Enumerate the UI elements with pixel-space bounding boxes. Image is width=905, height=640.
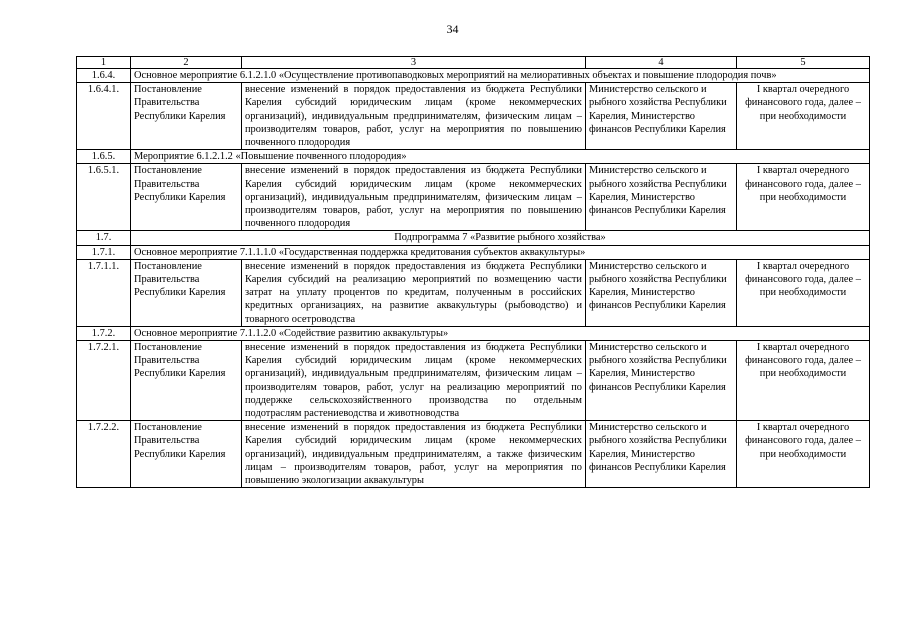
row-number: 1.6.4.1. [77,83,131,150]
header-cell: 4 [586,57,737,69]
header-cell: 1 [77,57,131,69]
deadline: I квартал очередного финансового года, далее – при необходимости [737,421,870,488]
row-number: 1.7.1.1. [77,259,131,326]
row-number: 1.7.2.1. [77,341,131,421]
responsible-executors: Министерство сельского и рыбного хозяйства Республики Карелия, Министерство финансов Республики Карелия [586,164,737,231]
section-row [77,150,870,164]
section-title: Мероприятие 6.1.2.1.2 «Повышение почвенного плодородия» [131,150,870,164]
measure-description: внесение изменений в порядок предоставления из бюджета Республики Карелия субсидий юридическим лицам (кроме некоммерческих организаций), индивидуальным предпринимателям, физическим лицам – производителям товаров, работ, услуг на мероприятия по повышению почвенного плодородия [242,164,586,231]
section-row [77,69,870,83]
responsible-executors: Министерство сельского и рыбного хозяйства Республики Карелия, Министерство финансов Республики Карелия [586,341,737,421]
responsible-executors: Министерство сельского и рыбного хозяйства Республики Карелия, Министерство финансов Республики Карелия [586,83,737,150]
table-row [77,421,870,488]
section-title: Основное мероприятие 7.1.1.2.0 «Содействие развитию аквакультуры» [131,326,870,340]
document-type: Постановление Правительства Республики Карелия [131,341,242,421]
responsible-executors: Министерство сельского и рыбного хозяйства Республики Карелия, Министерство финансов Республики Карелия [586,421,737,488]
responsible-executors: Министерство сельского и рыбного хозяйства Республики Карелия, Министерство финансов Республики Карелия [586,259,737,326]
row-number: 1.6.5.1. [77,164,131,231]
header-cell: 3 [242,57,586,69]
measures-table [76,56,870,488]
subprogram-row [77,231,870,245]
deadline: I квартал очередного финансового года, далее – при необходимости [737,83,870,150]
header-cell: 5 [737,57,870,69]
table-row [77,83,870,150]
header-row [77,57,870,69]
table-row [77,341,870,421]
document-type: Постановление Правительства Республики Карелия [131,164,242,231]
document-type: Постановление Правительства Республики Карелия [131,83,242,150]
measure-description: внесение изменений в порядок предоставления из бюджета Республики Карелия субсидий на реализацию мероприятий по возмещению части затрат на уплату процентов по кредитам, полученным в российских кредитных организациях, на развитие аквакультуры (рыбоводство) и товарного осетроводства [242,259,586,326]
section-row [77,326,870,340]
measure-description: внесение изменений в порядок предоставления из бюджета Республики Карелия субсидий юридическим лицам (кроме некоммерческих организаций), индивидуальным предпринимателям, а также физическим лицам – производителям товаров, работ, услуг на мероприятия по повышению экологизации аквакультуры [242,421,586,488]
section-title: Основное мероприятие 7.1.1.1.0 «Государственная поддержка кредитования субъектов аквакультуры» [131,245,870,259]
row-number: 1.6.5. [77,150,131,164]
measure-description: внесение изменений в порядок предоставления из бюджета Республики Карелия субсидий юридическим лицам (кроме некоммерческих организаций), индивидуальным предпринимателям, физическим лицам – производителям товаров, работ, услуг на реализацию мероприятий по поддержке сельскохозяйственного производства по отдельным подотраслям растениеводства и животноводства [242,341,586,421]
document-type: Постановление Правительства Республики Карелия [131,259,242,326]
row-number: 1.7.1. [77,245,131,259]
row-number: 1.6.4. [77,69,131,83]
row-number: 1.7.2.2. [77,421,131,488]
table-row [77,164,870,231]
page-number: 34 [446,22,459,36]
row-number: 1.7.2. [77,326,131,340]
section-title: Основное мероприятие 6.1.2.1.0 «Осуществление противопаводковых мероприятий на мелиоративных объектах и повышение плодородия почв» [131,69,870,83]
subprogram-title: Подпрограмма 7 «Развитие рыбного хозяйства» [131,231,870,245]
measure-description: внесение изменений в порядок предоставления из бюджета Республики Карелия субсидий юридическим лицам (кроме некоммерческих организаций), индивидуальным предпринимателям, физическим лицам – производителям товаров, работ, услуг на мероприятия по повышению почвенного плодородия [242,83,586,150]
document-type: Постановление Правительства Республики Карелия [131,421,242,488]
section-row [77,245,870,259]
header-cell: 2 [131,57,242,69]
deadline: I квартал очередного финансового года, далее – при необходимости [737,164,870,231]
row-number: 1.7. [77,231,131,245]
deadline: I квартал очередного финансового года, далее – при необходимости [737,341,870,421]
deadline: I квартал очередного финансового года, далее – при необходимости [737,259,870,326]
table-row [77,259,870,326]
